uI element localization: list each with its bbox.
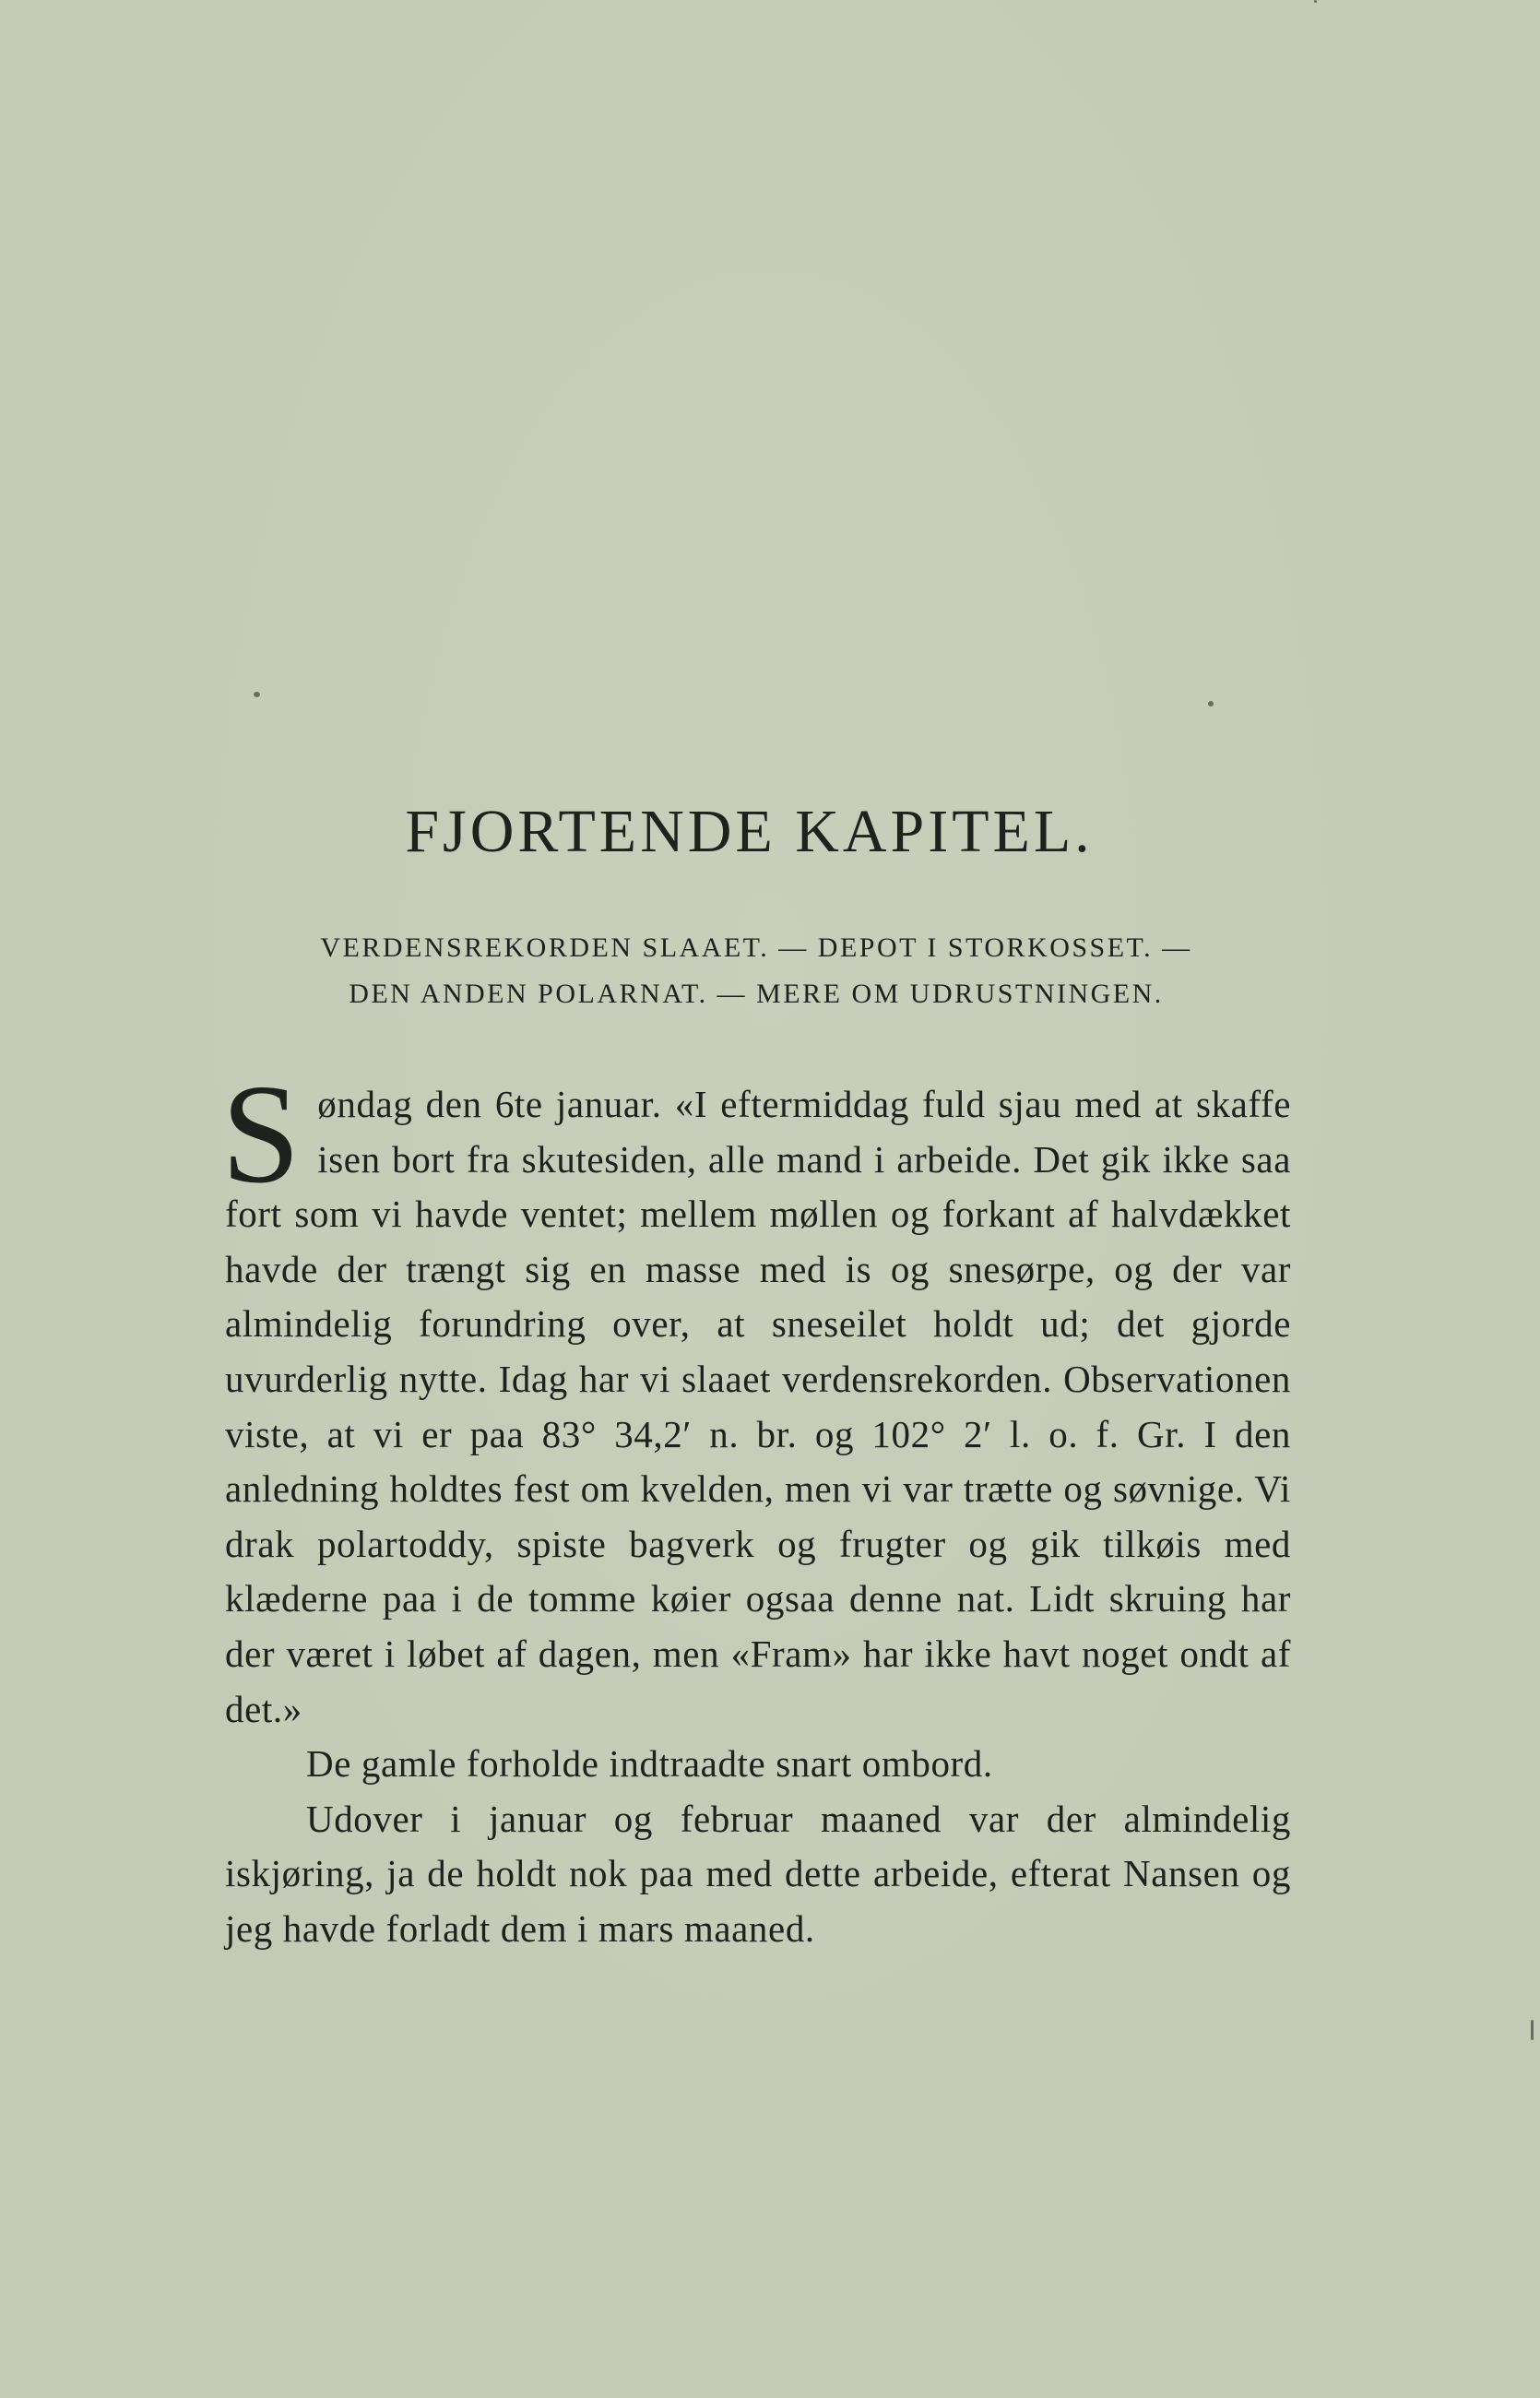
paper-speck (254, 692, 260, 697)
chapter-summary-line-1: VERDENSREKORDEN SLAAET. — DEPOT I STORKOSSET. — (320, 932, 1192, 963)
chapter-title: FJORTENDE KAPITEL. (405, 798, 1094, 865)
drop-cap: S (221, 1056, 302, 1213)
chapter-summary-line-2: DEN ANDEN POLARNAT. — MERE OM UDRUSTNINGEN. (349, 979, 1164, 1009)
chapter-body (221, 1056, 1291, 1957)
paper-speck (1314, 0, 1317, 3)
paragraph-2: De gamle forholde indtraadte snart ombord. (306, 1742, 993, 1786)
paragraph-1 (221, 1056, 1291, 1737)
paragraph-1-text: øndag den 6te januar. «I eftermiddag fuld sjau med at skaffe isen bort fra skutesiden, alle mand i arbeide. Det gik ikke saa fort som vi havde ventet; mellem møllen og forkant af halvdækket havde der trængt sig en masse med is og snesørpe, og der var almindelig forundring over, at sneseilet holdt ud; det gjorde uvurderlig nytte. Idag har vi slaaet verdensrekorden. Observationen viste, at vi er paa 83° 34,2′ n. br. og 102° 2′ l. o. f. Gr. I den anledning holdtes fest om kvelden, men vi var trætte og søvnige. Vi drak polartoddy, spiste bagverk og frugter og gik tilkøis med klæderne paa i de tomme køier ogsaa denne nat. Lidt skruing har der været i løbet af dagen, men «Fram» har ikke havt noget ondt af det.» (225, 1083, 1291, 1730)
paragraph-3: Udover i januar og februar maaned var der almindelig iskjøring, ja de holdt nok paa med dette arbeide, efterat Nansen og jeg havde forladt dem i mars maaned. (225, 1797, 1291, 1950)
paper-speck (1208, 701, 1214, 706)
paper-speck (1531, 2020, 1534, 2040)
